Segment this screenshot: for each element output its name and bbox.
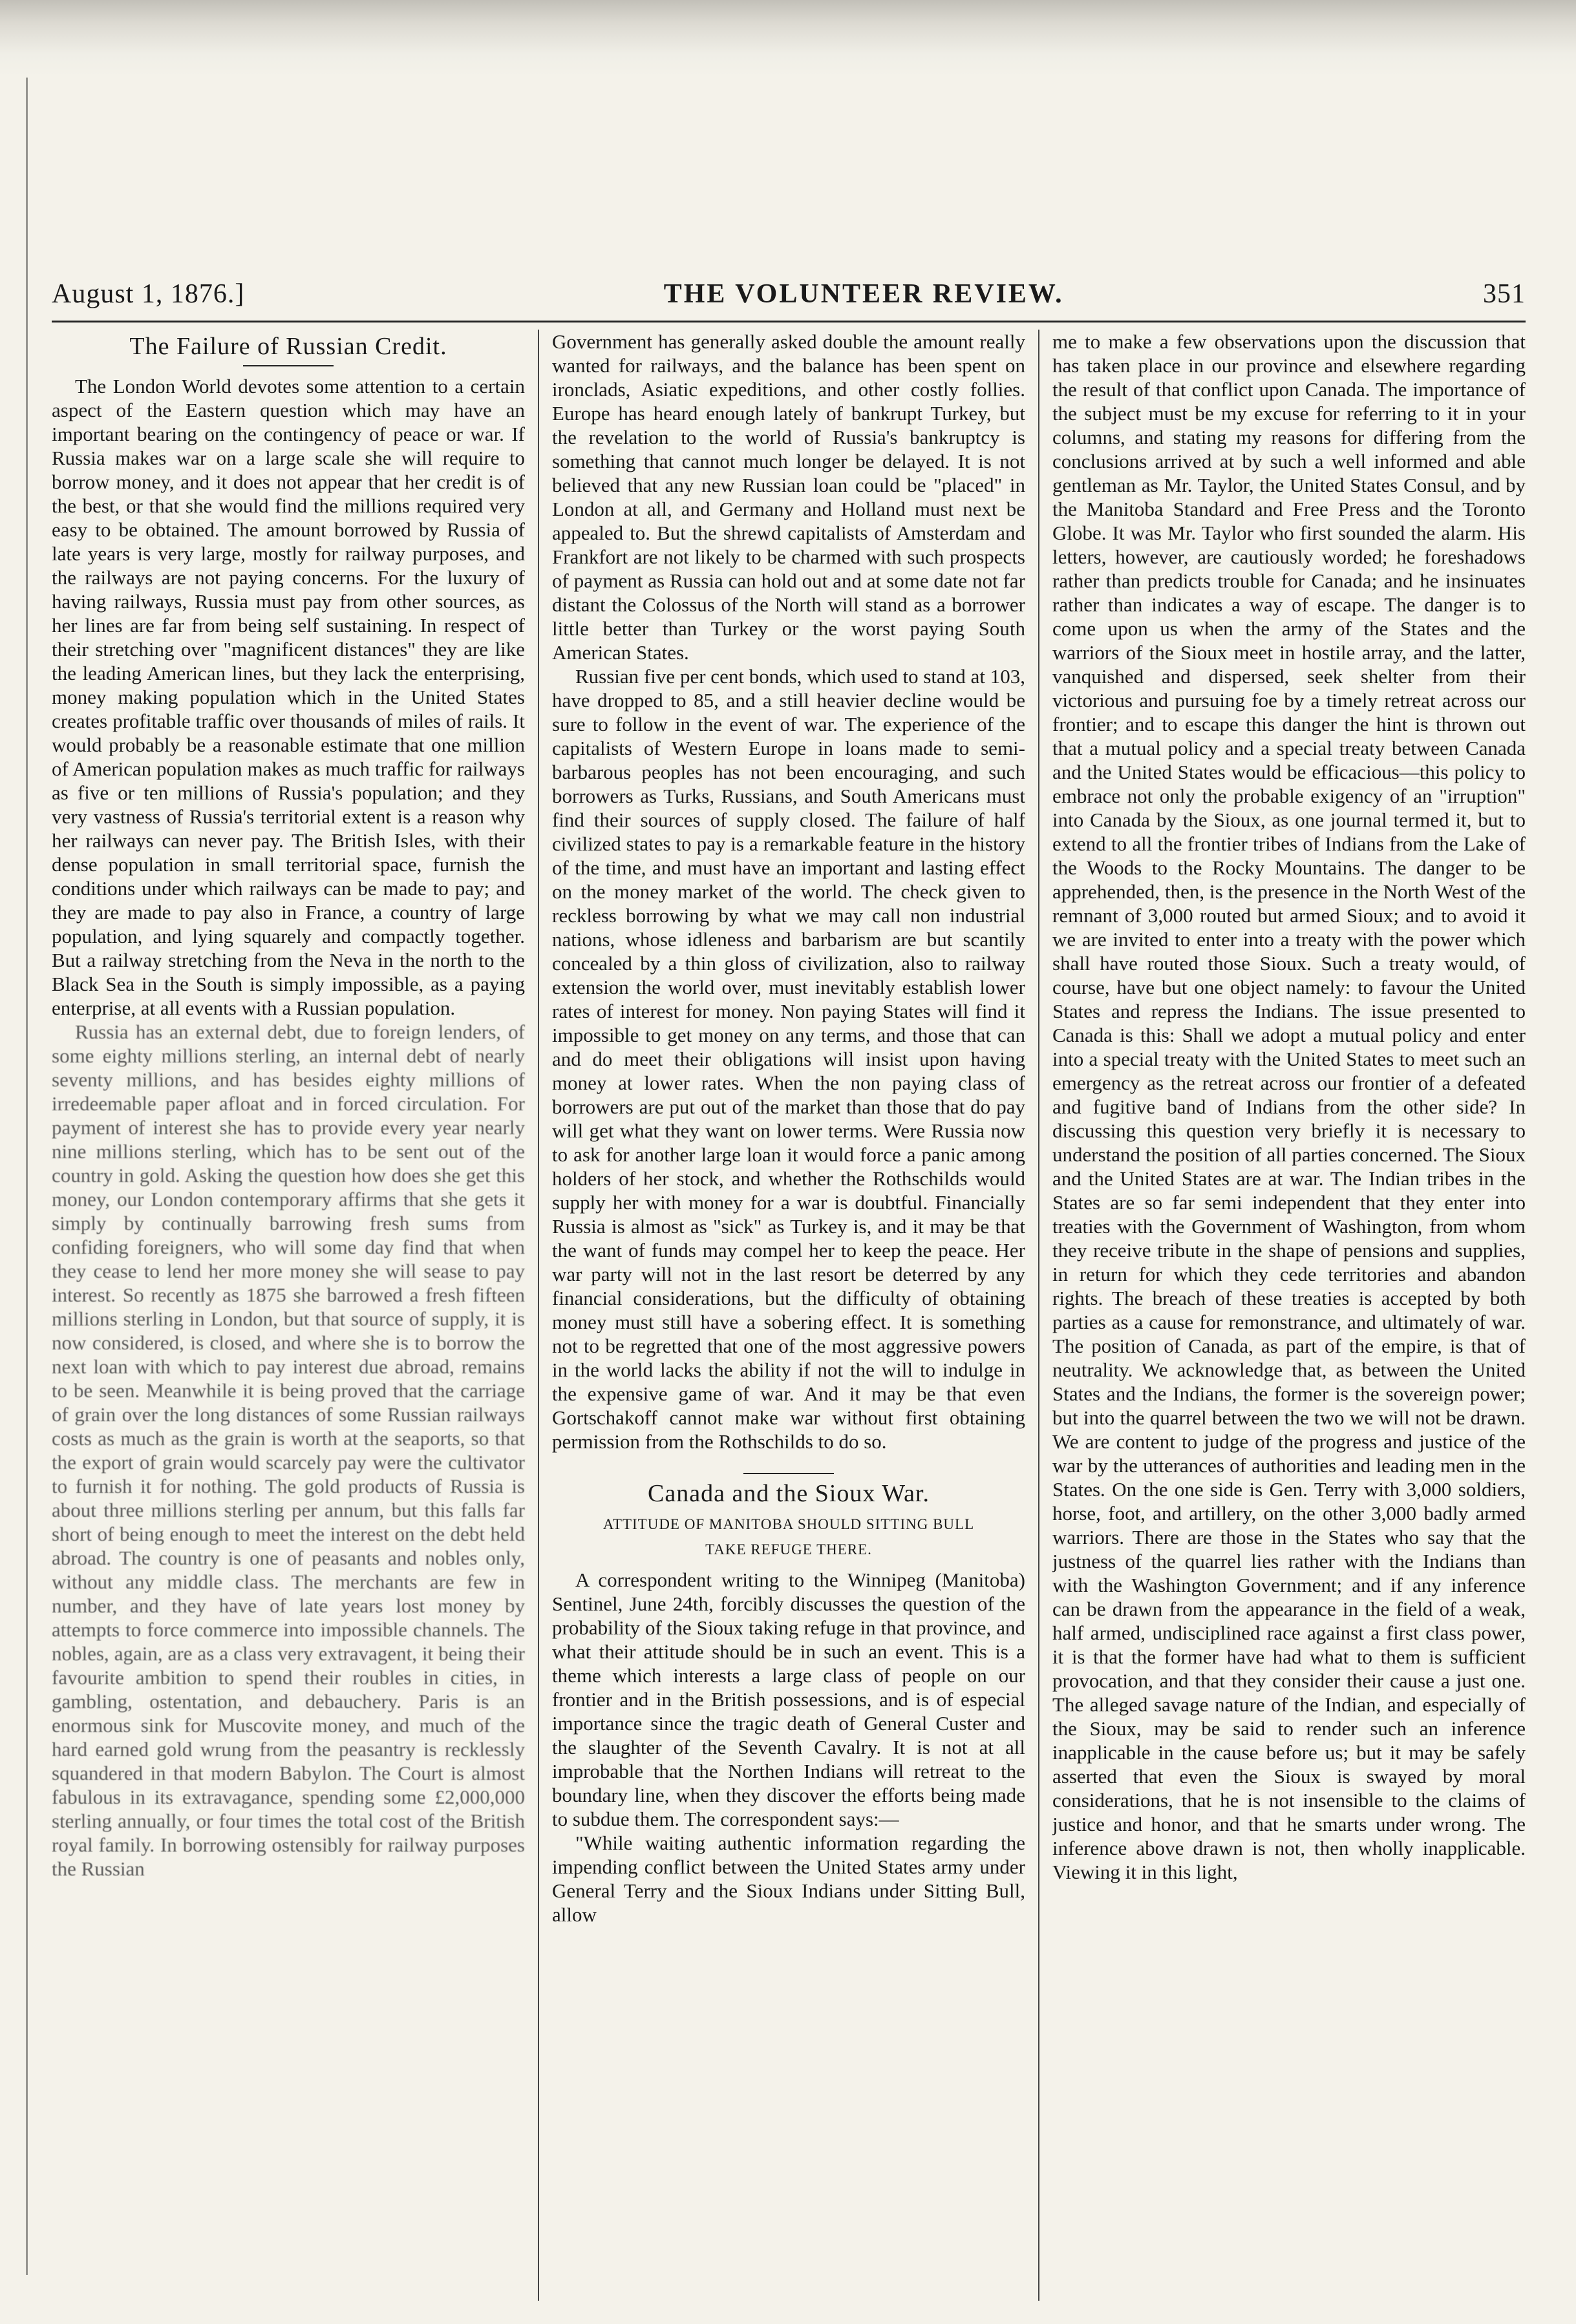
header-rule	[52, 321, 1526, 322]
binding-margin	[26, 78, 34, 2275]
article-headline-sioux-war: Canada and the Sioux War.	[648, 1480, 930, 1507]
article-subhead-line1: ATTITUDE OF MANITOBA SHOULD SITTING BULL	[602, 1516, 975, 1532]
headline-rule	[243, 365, 334, 366]
column-right	[1052, 330, 1526, 2301]
paragraph: A correspondent writing to the Winnipeg (Manitoba) Sentinel, June 24th, forcibly discusses the question of the probability of the Sioux taking refuge in that province, and what their attitude should be in such an event. This is a theme which interests a large class of people on our frontier and in the British possessions, and is of especial importance since the tragic death of General Custer and the slaughter of the Seventh Cavalry. It is not at all improbable that the Northen Indians will retreat to the boundary line, when they discover the efforts being made to subdue them. The correspondent says:—	[552, 1569, 1025, 1830]
paragraph: "While waiting authentic information regarding the impending conflict between the United States army under General Terry and the Sioux Indians under Sitting Bull, allow	[552, 1832, 1025, 1926]
article-columns	[52, 330, 1526, 2301]
paragraph: Russian five per cent bonds, which used to stand at 103, have dropped to 85, and a still heavier decline would be sure to follow in the event of war. The experience of the capitalists of Western Europe in loans made to semi-barbarous peoples has not been encouraging, and such borrowers as Turks, Russians, and South Americans must find their sources of supply closed. The failure of half civilized states to pay is a remarkable feature in the history of the time, and must have an important and lasting effect on the money market of the world. The check given to reckless borrowing by what we may call non industrial nations, whose idleness and barbarism are but scantily concealed by a thin gloss of civilization, also to railway extension the world over, must inevitably establish lower rates of interest for money. Non paying States will find it impossible to get money on any terms, and those that can and do meet their obligations will insist upon having money at lower rates. When the non paying class of borrowers are put out of the market than those that do pay will get what they want on lower terms. Were Russia now to ask for another large loan it would force a panic among holders of her stock, and whether the Rothschilds would supply her with money for a war is doubtful. Financially Russia is almost as "sick" as Turkey is, and it may be that the want of funds may compel her to keep the peace. Her war party will not in the last resort be deterred by any financial considerations, but the difficulty of obtaining money must still have a sobering effect. It is something not to be regretted that one of the most aggressive powers in the world lacks the ability if not the will to indulge in the expensive game of war. And it may be that even Gortschakoff cannot make war without first obtaining permission from the Rothschilds to do so.	[552, 665, 1025, 1453]
article-headline-russian-credit: The Failure of Russian Credit.	[129, 333, 447, 360]
newspaper-title: THE VOLUNTEER REVIEW.	[663, 279, 1064, 309]
paragraph: Russia has an external debt, due to foreign lenders, of some eighty millions sterling, an internal debt of nearly seventy millions, and has besides eighty millions of irredeemable paper afloat and in forced circulation. For payment of interest she has to provide every year nearly nine millions sterling, which has to be sent out of the country in gold. Asking the question how does she get this money, our London contemporary affirms that she gets it simply by continually barrowing fresh sums from confiding foreigners, who will some day find that when they cease to lend her more money she will sease to pay interest. So recently as 1875 she barrowed a fresh fifteen millions sterling in London, but that source of supply, it is now considered, is closed, and where she is to borrow the next loan with which to pay interest due abroad, remains to be seen. Meanwhile it is being proved that the carriage of grain over the long distances of some Russian railways costs as much as the grain is worth at the seaports, so that the export of grain would scarcely pay were the cultivator to furnish it for nothing. The gold products of Russia is about three millions sterling per annum, but this falls far short of being enough to meet the interest on the debt held abroad. The country is one of peasants and nobles only, without any middle class. The merchants are few in number, and they have of late years lost money by attempts to force commerce into impossible channels. The nobles, again, are as a class very extravagent, it being their favourite ambition to spend their roubles in cities, in gambling, ostentation, and debauchery. Paris is an enormous sink for Muscovite money, and much of the hard earned gold wrung from the peasantry is recklessly squandered in that modern Babylon. The Court is almost fabulous in its extravagance, spending some £2,000,000 sterling annually, or four times the total cost of the British royal family. In borrowing ostensibly for railway purposes the Russian	[52, 1020, 525, 1880]
article-subhead-line2: TAKE REFUGE THERE.	[705, 1541, 872, 1558]
section-rule	[743, 1473, 834, 1474]
issue-date: August 1, 1876.]	[52, 279, 245, 309]
page-header	[52, 271, 1526, 317]
column-left	[52, 330, 539, 2301]
paragraph: me to make a few observations upon the discussion that has taken place in our province and elsewhere regarding the result of that conflict upon Canada. The importance of the subject must be my excuse for referring to it in your columns, and stating my reasons for differing from the conclusions arrived at by such a well informed and able gentleman as Mr. Taylor, the United States Consul, and by the Manitoba Standard and Free Press and the Toronto Globe. It was Mr. Taylor who first sounded the alarm. His letters, however, are cautiously worded; he foreshadows rather than predicts trouble for Canada; and he insinuates rather than indicates a way of escape. The danger is to come upon us when the army of the States and the warriors of the Sioux meet in hostile array, and the latter, vanquished and dispersed, seek shelter from their victorious and pursuing foe by a timely retreat across our frontier; and to escape this danger the hint is thrown out that a mutual policy and a special treaty between Canada and the United States would be efficacious—this policy to embrace not only the probable exigency of an "irruption" into Canada by the Sioux, as one journal termed it, but to extend to all the frontier tribes of Indians from the Lake of the Woods to the Rocky Mountains. The danger to be apprehended, then, is the presence in the North West of the remnant of 3,000 routed but armed Sioux; and to avoid it we are invited to enter into a treaty with the power which shall have routed those Sioux. Such a treaty would, of course, have but one object namely: to favour the United States and repress the Indians. The issue presented to Canada is this: Shall we adopt a mutual policy and enter into a special treaty with the United States to meet such an emergency as the retreat across our frontier of a defeated and fugitive band of Indians from the other side? In discussing this question very briefly it is necessary to understand the position of all parties concerned. The Sioux and the United States are at war. The Indian tribes in the States are so far semi independent that they enter into treaties with the Government of Washington, from whom they receive tribute in the shape of pensions and supplies, in return for which they cede territories and abandon rights. The breach of these treaties is accepted by both parties as a cause for remonstrance, and ultimately of war. The position of Canada, as part of the empire, is that of neutrality. We acknowledge that, as between the United States and the Indians, the former is the sovereign power; but into the quarrel between the two we will not be drawn. We are content to judge of the progress and justice of the war by the utterances of authorities and leading men in the States. On the one side is Gen. Terry with 3,000 soldiers, horse, foot, and artillery, on the other 3,000 badly armed warriors. There are those in the States who say that the justness of the quarrel lies rather with the Indians than with the Washington Government; and if any inference can be drawn from the appearance in the field of a weak, half armed, undisciplined race against a first class power, it is that the former have had what to them is sufficient provocation, and that they consider their cause a just one. The alleged savage nature of the Indian, and especially of the Sioux, may be said to render such an inference inapplicable in the cause before us; but it may be safely asserted that even the Sioux is swayed by moral considerations, that he is not insensible to the claims of justice and honor, and that he smarts under wrong. The inference above drawn is not, then wholly inapplicable. Viewing it in this light,	[1052, 330, 1526, 1883]
paragraph: Government has generally asked double the amount really wanted for railways, and the balance has been spent on ironclads, Asiatic expeditions, and other costly follies. Europe has heard enough lately of bankrupt Turkey, but the revelation to the world of Russia's bankruptcy is something that cannot much longer be delayed. It is not believed that any new Russian loan could be "placed" in London at all, and Germany and Holland must next be appealed to. But the shrewd capitalists of Amsterdam and Frankfort are not likely to be charmed with such prospects of payment as Russia can hold out and at some date not far distant the Colossus of the North will stand as a borrower little better than Turkey or the worst paying South American States.	[552, 330, 1025, 664]
torn-top-edge	[0, 0, 1576, 78]
column-middle	[552, 330, 1039, 2301]
page-number: 351	[1482, 279, 1526, 309]
paragraph: The London World devotes some attention to a certain aspect of the Eastern question which may have an important bearing on the contingency of peace or war. If Russia makes war on a large scale she will require to borrow money, and it does not appear that her credit is of the best, or that she would find the millions required very easy to be obtained. The amount borrowed by Russia of late years is very large, mostly for railway purposes, and the railways are not paying concerns. For the luxury of having railways, Russia must pay from other sources, as her lines are far from being self sustaining. In respect of their stretching over "magnificent distances" they are like the leading American lines, but they lack the enterprising, money making population which in the United States creates profitable traffic over thousands of miles of rails. It would probably be a reasonable estimate that one million of American population makes as much traffic for railways as five or ten millions of Russia's population; and they very vastness of Russia's territorial extent is a reason why her railways can never pay. The British Isles, with their dense population in small territorial space, furnish the conditions under which railways can be made to pay; and they are made to pay also in France, a country of large population, and lying squarely and compactly together. But a railway stretching from the Neva in the north to the Black Sea in the South is simply impossible, as a paying enterprise, at all events with a Russian population.	[52, 375, 525, 1019]
